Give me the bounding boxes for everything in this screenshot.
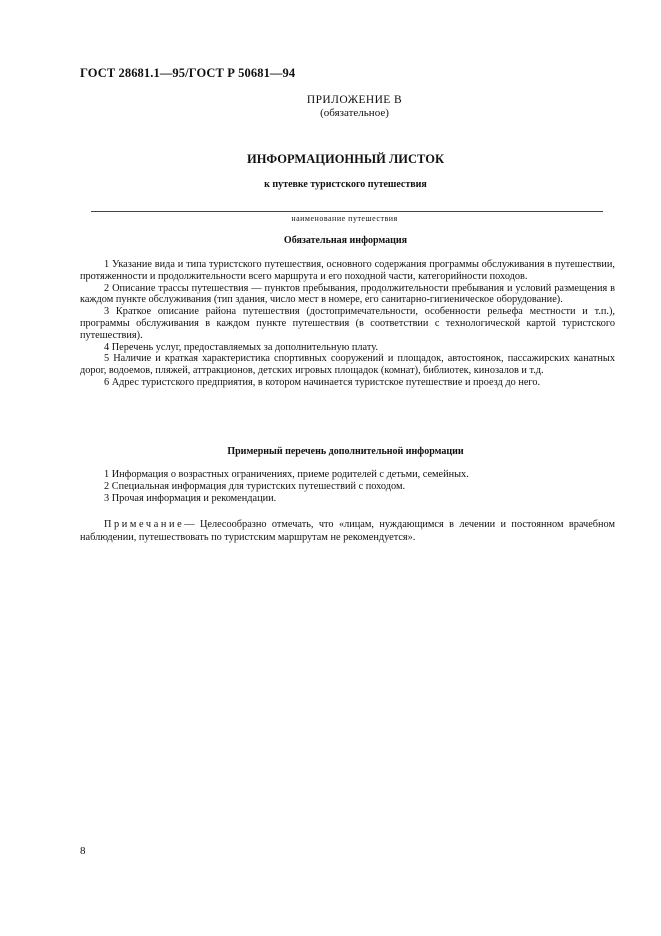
list-item: 1 Указание вида и типа туристского путешествия, основного содержания программы обслуживания в путешествии, протяженности и продолжительности всего маршрута и его походной части, категорийности походов. — [80, 259, 615, 282]
appendix-block — [0, 94, 661, 120]
list-item: 5 Наличие и краткая характеристика спортивных сооружений и площадок, автостоянок, пассажирских канатных дорог, водоемов, пляжей, аттракционов, детских игровых площадок (комнат), библиотек, кинозалов и т.д. — [80, 353, 615, 377]
note-text: — Целесообразно отмечать, что «лицам, нуждающимся в лечении и постоянном врачебном наблюдении, путешествовать по туристским маршрутам не рекомендуется». — [80, 519, 615, 543]
fill-in-line-caption: наименование путешествия — [291, 214, 398, 223]
list-item: 6 Адрес туристского предприятия, в котором начинается туристское путешествие и проезд до него. — [104, 376, 541, 388]
list-item: 4 Перечень услуг, предоставляемых за дополнительную плату. — [104, 341, 378, 353]
additional-info-heading: Примерный перечень дополнительной информации — [227, 446, 464, 457]
list-item: 2 Специальная информация для туристских путешествий с походом. — [104, 480, 406, 492]
note-paragraph — [80, 518, 615, 544]
page-number: 8 — [80, 845, 86, 857]
list-item: 1 Информация о возрастных ограничениях, приеме родителей с детьми, семейных. — [104, 469, 469, 480]
standard-header: ГОСТ 28681.1—95/ГОСТ Р 50681—94 — [80, 66, 296, 80]
list-item: 3 Краткое описание района путешествия (достопримечательности, особенности рельефа местности и т.п.), программы обслуживания в каждом пункте путешествия (в соответствии с технологической картой туристского путешествия). — [80, 306, 615, 341]
page-subtitle: к путевке туристского путешествия — [264, 179, 427, 190]
note-label: Примечание — [104, 519, 185, 530]
additional-info-list — [80, 469, 615, 504]
required-info-heading: Обязательная информация — [283, 235, 408, 246]
page-title: ИНФОРМАЦИОННЫЙ ЛИСТОК — [246, 152, 445, 166]
appendix-status: (обязательное) — [320, 107, 389, 119]
appendix-title: ПРИЛОЖЕНИЕ В — [306, 94, 403, 106]
list-item: 2 Описание трассы путешествия — пунктов пребывания, продолжительности пребывания и условий размещения в каждом пункте обслуживания (тип здания, число мест в номере, его санитарно-гигиеническое оборудование). — [80, 282, 615, 306]
required-info-list — [80, 259, 615, 389]
list-item: 3 Прочая информация и рекомендации. — [104, 492, 277, 504]
fill-in-line — [91, 211, 603, 212]
